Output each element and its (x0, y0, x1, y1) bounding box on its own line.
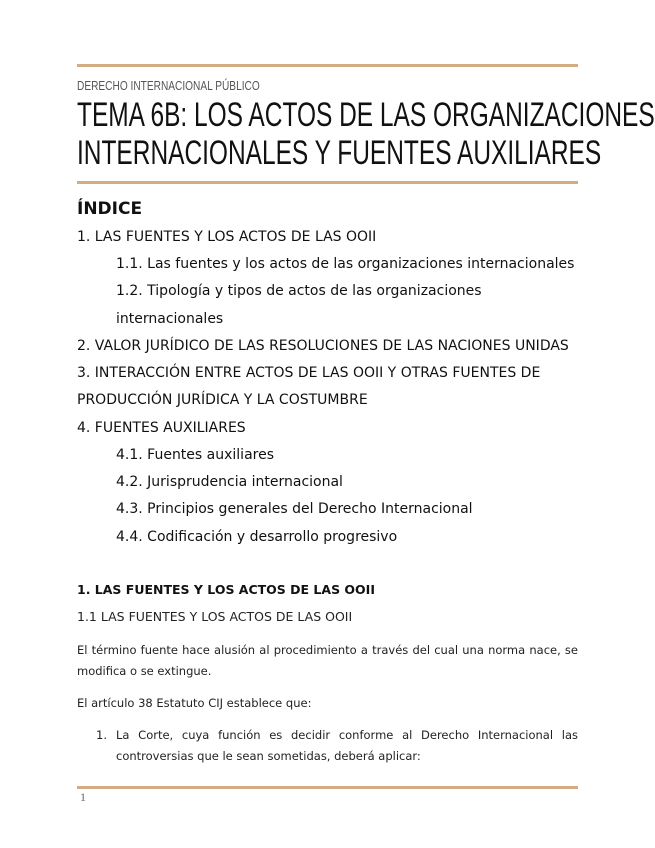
subsection-heading: 1.1 LAS FUENTES Y LOS ACTOS DE LAS OOII (77, 609, 353, 624)
toc-item[interactable]: 4.4. Codificación y desarrollo progresivo (116, 529, 398, 545)
toc-item[interactable]: 1.1. Las fuentes y los actos de las organizaciones internacionales (116, 256, 575, 272)
title-rule (77, 181, 578, 184)
page-title-line-2: INTERNACIONALES Y FUENTES AUXILIARES (77, 134, 602, 172)
toc-item[interactable]: 2. VALOR JURÍDICO DE LAS RESOLUCIONES DE LAS NACIONES UNIDAS (77, 338, 569, 354)
list-item-text: La Corte, cuya función es decidir conforme al Derecho Internacional las controversias que le sean sometidas, deberá aplicar: (116, 728, 578, 763)
toc-item[interactable]: 4.1. Fuentes auxiliares (116, 447, 274, 463)
subject-label: DERECHO INTERNACIONAL PÚBLICO (77, 78, 260, 93)
list-item (96, 725, 578, 767)
toc-item[interactable]: internacionales (116, 311, 224, 327)
section-heading: 1. LAS FUENTES Y LOS ACTOS DE LAS OOII (77, 582, 375, 597)
toc-item[interactable]: 3. INTERACCIÓN ENTRE ACTOS DE LAS OOII Y OTRAS FUENTES DE (77, 365, 541, 381)
top-rule (77, 64, 578, 67)
page-number: 1 (80, 790, 86, 804)
toc-item[interactable]: 4.2. Jurisprudencia internacional (116, 474, 343, 490)
list-item-number: 1. (96, 728, 107, 742)
toc-item[interactable]: 1.2. Tipología y tipos de actos de las organizaciones (116, 283, 482, 299)
toc-item[interactable]: 4. FUENTES AUXILIARES (77, 420, 246, 436)
page-title-line-1: TEMA 6B: LOS ACTOS DE LAS ORGANIZACIONES (77, 96, 655, 134)
toc-item[interactable]: 4.3. Principios generales del Derecho Internacional (116, 501, 473, 517)
index-heading: ÍNDICE (77, 199, 143, 219)
paragraph: El artículo 38 Estatuto CIJ establece que: (77, 696, 312, 710)
footer-rule (77, 786, 578, 789)
toc-item[interactable]: PRODUCCIÓN JURÍDICA Y LA COSTUMBRE (77, 392, 368, 408)
paragraph: El término fuente hace alusión al procedimiento a través del cual una norma nace, se modifica o se extingue. (77, 643, 578, 678)
toc-item[interactable]: 1. LAS FUENTES Y LOS ACTOS DE LAS OOII (77, 229, 377, 245)
